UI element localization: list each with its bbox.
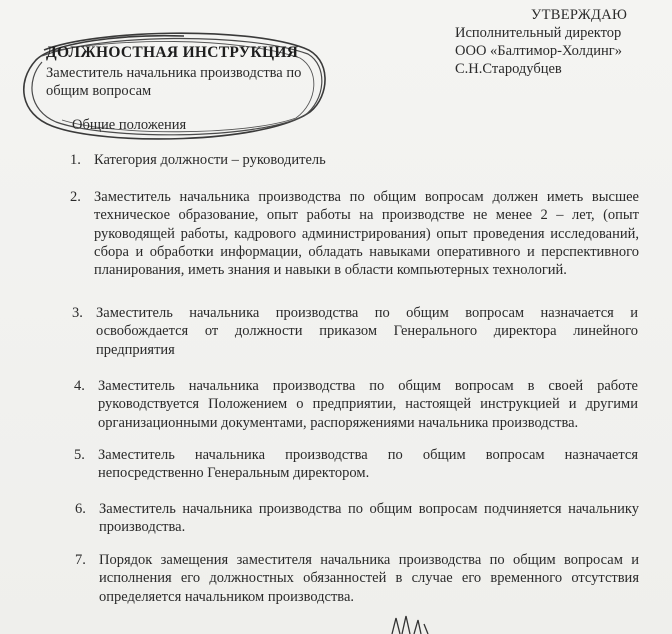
list-item xyxy=(74,377,638,432)
list-item xyxy=(74,446,638,483)
item-number: 3. xyxy=(72,305,83,321)
section-heading: Общие положения xyxy=(72,117,187,133)
item-text: Заместитель начальника производства по общим вопросам назначается и освобождается от должности приказом Генерального директора линейного предприятия xyxy=(96,305,638,358)
list-item xyxy=(75,551,639,606)
item-number: 5. xyxy=(74,447,85,463)
list-item xyxy=(70,188,639,279)
signature-fragment-icon xyxy=(388,612,448,634)
item-text: Порядок замещения заместителя начальника производства по общим вопросам и исполнения его должностных обязанностей в случае его временного отсутствия определяется начальником производства. xyxy=(99,552,639,605)
item-text: Заместитель начальника производства по общим вопросам в своей работе руководствуется Положением о предприятии, настоящей инструкцией и другими организационными документами, распоряжениями начальника производства. xyxy=(98,378,638,431)
list-item xyxy=(72,304,638,359)
item-number: 1. xyxy=(70,152,81,168)
item-text: Заместитель начальника производства по общим вопросам должен иметь высшее техническое образование, опыт работы на производстве не менее 2 – лет, (опыт руководящей работы, кадрового администрирования) опыт проведения исследований, сбора и обработки информации, обладать навыками оперативного и перспективного планирования, иметь знания и навыки в области компьютерных технологий. xyxy=(94,189,639,279)
item-text: Заместитель начальника производства по общим вопросам подчиняется начальнику производства. xyxy=(99,501,639,536)
approval-company: ООО «Балтимор-Холдинг» xyxy=(455,43,622,59)
document-title: ДОЛЖНОСТНАЯ ИНСТРУКЦИЯ xyxy=(46,44,299,61)
item-number: 7. xyxy=(75,552,86,568)
approval-position: Исполнительный директор xyxy=(455,25,622,41)
item-number: 4. xyxy=(74,378,85,394)
list-item xyxy=(75,500,639,537)
approval-person: С.Н.Стародубцев xyxy=(455,61,562,77)
item-number: 6. xyxy=(75,501,86,517)
approval-title: УТВЕРЖДАЮ xyxy=(531,7,628,23)
document-subtitle: Заместитель начальника производства по общим вопросам xyxy=(46,65,302,99)
item-number: 2. xyxy=(70,189,81,205)
item-text: Заместитель начальника производства по общим вопросам назначается непосредственно Генеральным директором. xyxy=(98,447,638,482)
list-item xyxy=(70,151,639,169)
item-text: Категория должности – руководитель xyxy=(94,152,326,168)
